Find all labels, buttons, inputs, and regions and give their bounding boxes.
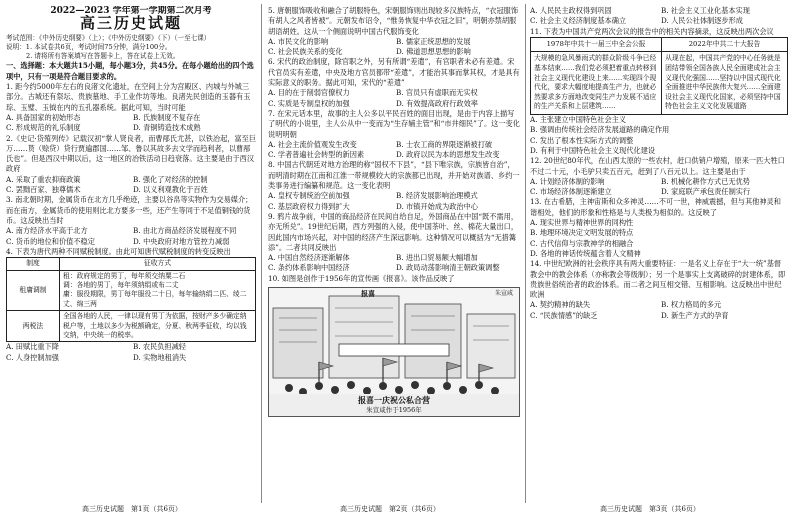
- option-b: B. 官员只有虚职而无实权: [396, 88, 478, 98]
- question-stem: 5. 唐朝服饰吸收和融合了胡服特色，宋朝服饰则出现较多汉族特点，“衣冠服饰有胡人之风者皆被”。元朝发布诏令，“惟务恢复中华衣冠之旧”，明朝亦禁胡服胡语胡姓。这从一个侧面说明中国古代服饰变化: [268, 6, 519, 36]
- option-c: C. 人身控制加强: [6, 352, 59, 362]
- table-cell-label: 租庸调制: [7, 270, 60, 311]
- option-b: B. 儒家正统思想的发展: [396, 36, 471, 46]
- option-d: D. 实物地租消失: [133, 352, 187, 362]
- option-b: B. 强化了对经济的控制: [133, 174, 208, 184]
- section-heading: 一、选择题：本大题共15小题，每小题3分，共45分。在每小题给出的四个选项中，只有一项是符合题目要求的。: [6, 61, 254, 81]
- option-b: B. 机械化耕作方式已无优势: [661, 176, 750, 186]
- option-d: D. 人民公社体制逐步形成: [661, 16, 743, 26]
- table-cell-label: 两税法: [7, 311, 60, 342]
- poster-corner-left: 报喜: [361, 289, 375, 299]
- question-stem: 9. 鸦片战争前，中国的商品经济在民间自给自足，外国商品在中国“既不需用，亦无所兑”。19世纪后期，西方列强的入侵，使中国茶叶、丝、棉花大量出口，因此国内市场兴起，对中国的经济产生深远影响。这种情况可以概括为“无措篝添”。二者共同反映出: [268, 211, 519, 252]
- option-b: B. 地理环境决定文明发展的特点: [530, 228, 634, 238]
- question-options: [6, 226, 256, 247]
- option-a: A. 采取了重农抑商政策: [6, 174, 81, 184]
- poster-subcaption: 朱宣咸作于1956年: [366, 406, 422, 415]
- poster-caption: 报喜一庆祝公私合营: [358, 395, 430, 406]
- option-d: D. 家庭联产承包责任制实行: [661, 187, 751, 197]
- question-options: [268, 191, 520, 212]
- question-options: [268, 253, 520, 274]
- question-4: [6, 247, 256, 363]
- option-a: A. 南方经济水平高于北方: [6, 226, 88, 236]
- column-3: [530, 6, 788, 504]
- option-b: B. 强调由传统社会经济发展道路的确定作用: [530, 125, 670, 135]
- question-stem: 13. 在古希腊，主神宙斯和众多神灵……不可一世，神威震撼，但与其他神灵和谐相处，他们的形象和性格是与人类极为相似的。这反映了: [530, 197, 781, 217]
- option-a: A. 现实世界与精神世界的同构性: [530, 218, 634, 228]
- option-d: D. 市镇开始成为政治中心: [396, 201, 478, 211]
- option-a: A. 皇权专制统治空前加强: [268, 191, 350, 201]
- option-a: A. 社会主流价值观发生改变: [268, 139, 357, 149]
- page-footer-3: 高三历史试题 第3页（共6页）: [600, 505, 700, 513]
- question-options: [6, 342, 256, 363]
- option-a: A. 目的在于削弱官僚权力: [268, 88, 350, 98]
- table-header: 1978年中共十一届三中全会公报: [531, 37, 662, 52]
- option-d: D. 各地的神话传统蕴含着人文精神: [530, 248, 641, 258]
- option-a: A. 主张建立中国特色社会主义: [530, 115, 627, 125]
- question-14: [530, 259, 788, 321]
- option-b: B. 士农工商的界限逐渐被打破: [396, 139, 493, 149]
- option-b: B. 经济发展影响治理模式: [396, 191, 478, 201]
- question-stem: 3. 南北朝时期，金属货币在北方几乎绝迹，主要以谷帛等实物作为交易媒介；而在南方，金属货币的使用则比北方要多一些，还产生等同于不足值铜钱的货币。这反映出当时: [6, 195, 253, 225]
- option-c: C. 古代信仰与宗教神学的相融合: [530, 238, 634, 248]
- option-d: D. 中央政府对地方管控力减弱: [133, 236, 230, 246]
- report-comparison-table: [530, 37, 788, 115]
- question-stem: 11. 下表为中国共产党两次会议的报告中的相关内容摘录，这反映出两次会议: [530, 26, 774, 36]
- option-b: B. 权力格局的多元: [661, 300, 722, 310]
- option-d: D. 佛道思想思想的影响: [396, 47, 471, 57]
- column-1: [6, 6, 256, 504]
- question-stem: 14. 中世纪欧洲的社会秩序具有两大重要特征：一是名义上存在于“大一统”基督教会中的教会体系（亦称教会等级制）；另一个是事实上支离破碎的封建体系，即贵族世俗统治者的政治体系。而二者之间互相交错、互相影响。这反映出中世纪欧洲: [530, 259, 786, 300]
- question-stem: 10. 如图是创作于1956年的宣传画《报喜》。该作品反映了: [268, 273, 455, 283]
- question-options: [530, 300, 788, 321]
- question-options: [6, 175, 256, 196]
- table-row: [7, 311, 256, 342]
- option-c: C. 条约体系影响中国经济: [268, 263, 350, 273]
- column-2: [268, 6, 520, 504]
- option-c: C. 货币的地位和价值不稳定: [6, 236, 95, 246]
- table-header-row: [531, 37, 788, 52]
- option-a: A. 市民文化的影响: [268, 36, 329, 46]
- table-header: 2022年中共二十大报告: [662, 37, 788, 52]
- option-c: C. 形成规范的礼乐制度: [6, 123, 81, 133]
- option-a: A. 中国自然经济逐渐解体: [268, 253, 350, 263]
- exam-scope: 考试范围：《中外历史纲要》（上）；《中外历史纲要》（下）（一至七课）: [6, 33, 211, 42]
- option-d: D. 政府以民为本的思想发生改变: [396, 150, 500, 160]
- column-divider: [525, 4, 526, 503]
- option-d: D. 有利于中国特色社会主义现代化建设: [530, 145, 656, 155]
- question-11: [530, 27, 788, 157]
- question-12: [530, 156, 788, 197]
- table-cell: 全国各地的人民，一律以现有男丁为依据，按财产多少确定纳税户等，土地以多少为税额确定，分夏、秋两季征收，均以钱交纳，中央统一的税率。: [60, 311, 256, 342]
- page-footer-2: 高三历史试题 第2页（共6页）: [340, 505, 440, 513]
- table-cell: 大规模的急风暴雨式的群众阶级斗争已经基本结束……我们党必须把着重点转移到社会主义现代化建设上来……实现四个现代化，要求大幅度地提高生产力，也就必然要求多方面地改变同生产力发展不适应的生产关系和上层建筑……: [531, 52, 662, 115]
- option-c: C. 社会民族关系的变化: [268, 47, 343, 57]
- question-10: [268, 274, 520, 417]
- question-stem: 6. 宋代的政治制度，除官职之外，另有所谓“差遣”，有官职者未必有差遣。宋代官员实有差遣，中央及地方官员都带“差遣”，才能治其事而掌其权，才是具有实际意义的职务。据此可知，宋代的“差遣”: [268, 57, 520, 88]
- option-b: B. 氏族制度不复存在: [133, 112, 201, 122]
- table-header-row: [7, 258, 256, 270]
- option-b: B. 由北方商品经济发展程度不同: [133, 226, 237, 236]
- question-10-options: [530, 6, 788, 27]
- question-9: [268, 212, 520, 274]
- option-c: C. 实质是专制皇权的加强: [268, 98, 350, 108]
- question-options: [530, 177, 788, 198]
- question-options: [268, 88, 520, 109]
- option-a: A. 人民民主政权得到巩固: [530, 6, 612, 15]
- page-footer-1: 高三历史试题 第1页（共6页）: [82, 505, 182, 513]
- option-d: D. 新生产方式的孕育: [661, 310, 729, 320]
- question-2: [6, 134, 256, 196]
- column-divider: [261, 4, 262, 503]
- question-stem: 4. 下表为唐代两种不同赋税制度。由此可知唐代赋税制度的转变反映出: [6, 246, 231, 256]
- question-options: [268, 140, 520, 161]
- question-stem: 2.《史记·货殖列传》记载汉初“掌人贤良者，而曹邴氏尤甚，以铁冶起，富至巨万……贳（赊贷）贷行贾遍郡国……邹、鲁以其故多去文学而趋利者，以曹邴氏也”。但是西汉中期以后，这一地区的冶铁活动日趋衰落。这主要是由于西汉政府: [6, 133, 256, 174]
- option-a: A. 田赋比重下降: [6, 342, 59, 352]
- option-d: D. 青铜铸造技术成熟: [133, 123, 201, 133]
- table-header: 征收方式: [60, 258, 256, 270]
- question-1: [6, 82, 256, 133]
- option-c: C. 基层政府权力得到扩大: [268, 201, 350, 211]
- exam-note-2: 2. 请将所有答案填写在答题卡上，答在试卷上无效。: [26, 52, 180, 61]
- question-stem: 1. 距今约5000年左右的良渚文化遗址，在空间上分为宫殿区、内城与外城三部分。古城还有祭坛、贵族墓地、手工业作坊等地。良渚先民创造的玉器有玉琮、玉璧、玉钺在内的五孔器系统。据此可知，当时可能: [6, 82, 251, 112]
- option-b: B. 进出口贸易额大幅增加: [396, 253, 478, 263]
- option-a: A. 具备国家的初始形态: [6, 112, 81, 122]
- option-d: D. 以义利观教化于百姓: [133, 185, 208, 195]
- table-row: [7, 270, 256, 311]
- question-13: [530, 197, 788, 259]
- question-3: [6, 195, 256, 246]
- option-b: B. 农民负担减轻: [133, 342, 186, 352]
- question-stem: 7. 在宋元话本里，故事的主人公多以平民百姓的面目出现，是由于内容上描写了明代的小说里，主人公从中一变而为“生存辅主管”和“市井细民”了。这一变化说明明朝: [268, 108, 520, 139]
- table-row: [531, 52, 788, 115]
- option-c: C. 社会主义经济制度基本确立: [530, 16, 627, 26]
- table-cell: 租：政府规定的男丁，每年须交纳粟二石 调：各地的男丁，每年须纳绢或布二丈 庸：服役期限，男丁每年服役二十日，每年输纳绢二匹、绫二丈、绵三两: [60, 270, 256, 311]
- exam-notes: 说明：1. 本试卷共6页，考试时间75分钟，满分100分。: [6, 42, 172, 51]
- option-b: B. 社会主义工业化基本实现: [661, 6, 750, 15]
- option-a: A. 计划经济体制的影响: [530, 176, 605, 186]
- option-d: D. 政局动荡影响清王朝政策调整: [396, 263, 500, 273]
- question-options: [6, 113, 256, 134]
- tax-system-table: [6, 257, 256, 342]
- option-c: C. 罢黜百家、独尊儒术: [6, 185, 81, 195]
- option-c: C. 市场经济体制逐渐建立: [530, 187, 612, 197]
- question-5: [268, 6, 520, 57]
- question-6: [268, 57, 520, 108]
- option-c: C. “民族情感”的缺乏: [530, 310, 598, 320]
- page-title: 高三历史试题: [79, 14, 182, 33]
- propaganda-poster-figure: [268, 287, 520, 417]
- question-options: [268, 37, 520, 58]
- option-c: C. 学者普遍社会转型的新因素: [268, 150, 365, 160]
- table-cell: 从现在起，中国共产党的中心任务就是团结带领全国各族人民全面建成社会主义现代化强国……坚持以中国式现代化全面推进中华民族伟大复兴……全面建设社会主义现代化国家，必须坚持中国特色社会主义文化发展道路: [662, 52, 788, 115]
- question-stem: 12. 20世纪80年代，在山西太原的一些农村，赶口供销户增殖，原来一匹大牲口不过二十元，小毛驴只卖五百元，赶到了八百元以上。这主要是由于: [530, 156, 785, 176]
- exam-header: 2022—2023 学年第一学期第二次月考: [50, 6, 212, 16]
- option-d: D. 有效提高政府行政效率: [396, 98, 478, 108]
- poster-corner-right: 朱宣咸: [494, 290, 513, 298]
- question-8: [268, 160, 520, 211]
- option-c: C. 发出了根本性实际方式的调整: [530, 135, 634, 145]
- option-a: A. 契约精神的缺失: [530, 300, 591, 310]
- question-stem: 8. 中国古代朝廷对地方治理的称“国权不下县”，“县下唯宗族，宗族皆自治”，而明清时期在江南和江淮一带规模较大的宗族都已出现，并开始对族谱、乡约一类事务进行编纂和规范。这一变化表明: [268, 160, 520, 191]
- question-7: [268, 109, 520, 160]
- table-header: 制度: [7, 258, 60, 270]
